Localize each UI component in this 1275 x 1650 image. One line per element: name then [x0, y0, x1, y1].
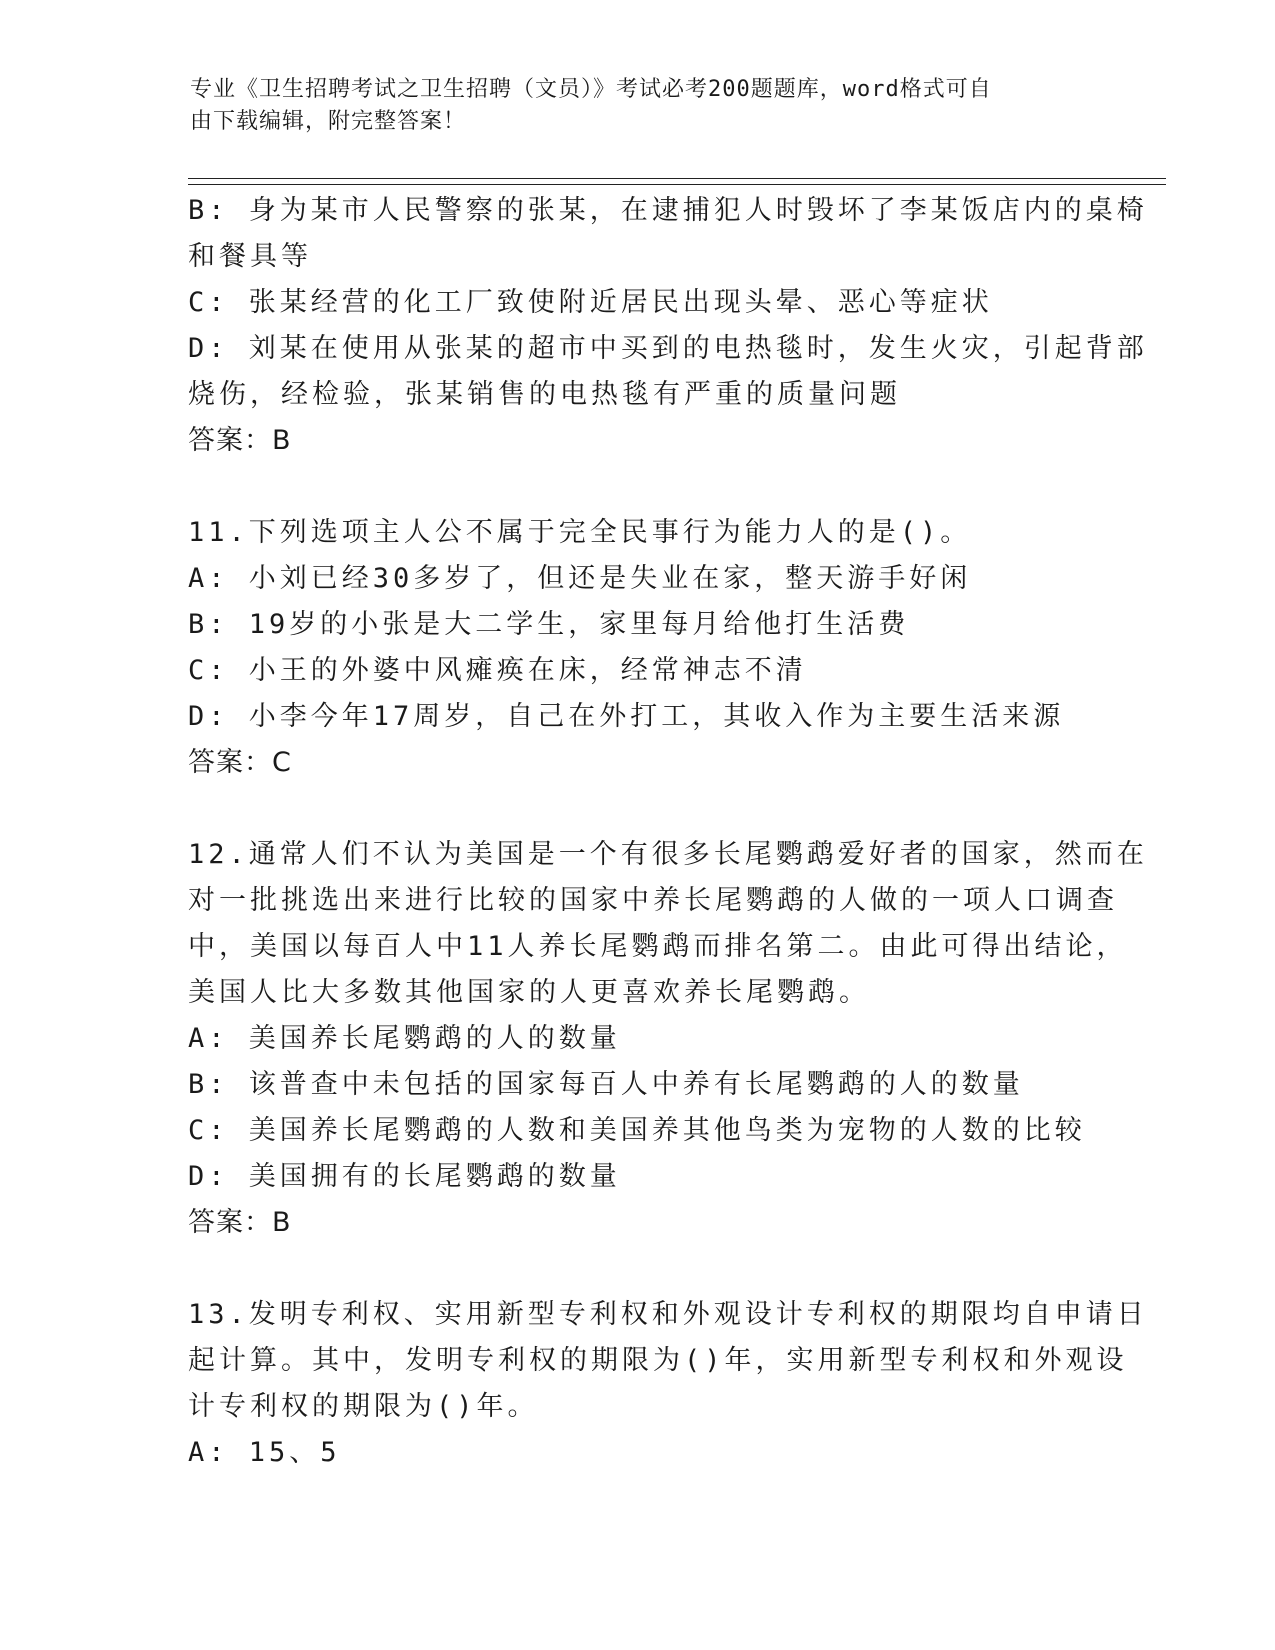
question-10 — [188, 188, 1148, 464]
q12-stem-line-3: 中，美国以每百人中11人养长尾鹦鹉而排名第二。由此可得出结论， — [188, 931, 1128, 962]
header-divider-bottom — [188, 184, 1166, 185]
q10-option-d-line-1: D: 刘某在使用从张某的超市中买到的电热毯时，发生火灾，引起背部 — [188, 333, 1148, 364]
q10-option-d-line-2: 烧伤，经检验，张某销售的电热毯有严重的质量问题 — [188, 379, 901, 410]
q12-stem-line-2: 对一批挑选出来进行比较的国家中养长尾鹦鹉的人做的一项人口调查 — [188, 885, 1118, 916]
q10-answer: 答案：B — [188, 425, 292, 456]
q12-option-c: C: 美国养长尾鹦鹉的人数和美国养其他鸟类为宠物的人数的比较 — [188, 1115, 1086, 1146]
question-11 — [188, 510, 1088, 786]
header-divider-top — [188, 178, 1166, 179]
q11-option-d: D: 小李今年17周岁，自己在外打工，其收入作为主要生活来源 — [188, 701, 1065, 732]
question-12 — [188, 832, 1148, 1246]
document-header — [190, 74, 1090, 138]
spacer — [188, 1246, 1088, 1292]
q12-option-d: D: 美国拥有的长尾鹦鹉的数量 — [188, 1161, 621, 1192]
q10-option-c: C: 张某经营的化工厂致使附近居民出现头晕、恶心等症状 — [188, 287, 993, 318]
q10-option-b-line-2: 和餐具等 — [188, 241, 312, 272]
q11-option-a: A: 小刘已经30多岁了，但还是失业在家，整天游手好闲 — [188, 563, 972, 594]
q12-answer: 答案：B — [188, 1207, 292, 1238]
spacer — [188, 786, 1088, 832]
q13-stem-line-1: 13.发明专利权、实用新型专利权和外观设计专利权的期限均自申请日 — [188, 1299, 1148, 1330]
q12-option-b: B: 该普查中未包括的国家每百人中养有长尾鹦鹉的人的数量 — [188, 1069, 1024, 1100]
header-title-line-1: 专业《卫生招聘考试之卫生招聘（文员）》考试必考200题题库，word格式可自 — [190, 77, 992, 102]
spacer — [188, 464, 1088, 510]
q13-option-a: A: 15、5 — [188, 1437, 341, 1468]
question-content — [188, 188, 1148, 1476]
q11-stem: 11.下列选项主人公不属于完全民事行为能力人的是()。 — [188, 517, 972, 548]
q12-stem-line-1: 12.通常人们不认为美国是一个有很多长尾鹦鹉爱好者的国家，然而在 — [188, 839, 1148, 870]
q13-stem-line-2: 起计算。其中，发明专利权的期限为()年，实用新型专利权和外观设 — [188, 1345, 1128, 1376]
q13-stem-line-3: 计专利权的期限为()年。 — [188, 1391, 539, 1422]
q12-stem-line-4: 美国人比大多数其他国家的人更喜欢养长尾鹦鹉。 — [188, 977, 870, 1008]
q11-option-c: C: 小王的外婆中风瘫痪在床，经常神志不清 — [188, 655, 807, 686]
q12-option-a: A: 美国养长尾鹦鹉的人的数量 — [188, 1023, 621, 1054]
question-13 — [188, 1292, 1148, 1476]
header-title-line-2: 由下载编辑，附完整答案！ — [190, 109, 467, 134]
q11-answer: 答案：C — [188, 747, 292, 778]
q10-option-b-line-1: B: 身为某市人民警察的张某，在逮捕犯人时毁坏了李某饭店内的桌椅 — [188, 195, 1148, 226]
q11-option-b: B: 19岁的小张是大二学生，家里每月给他打生活费 — [188, 609, 910, 640]
